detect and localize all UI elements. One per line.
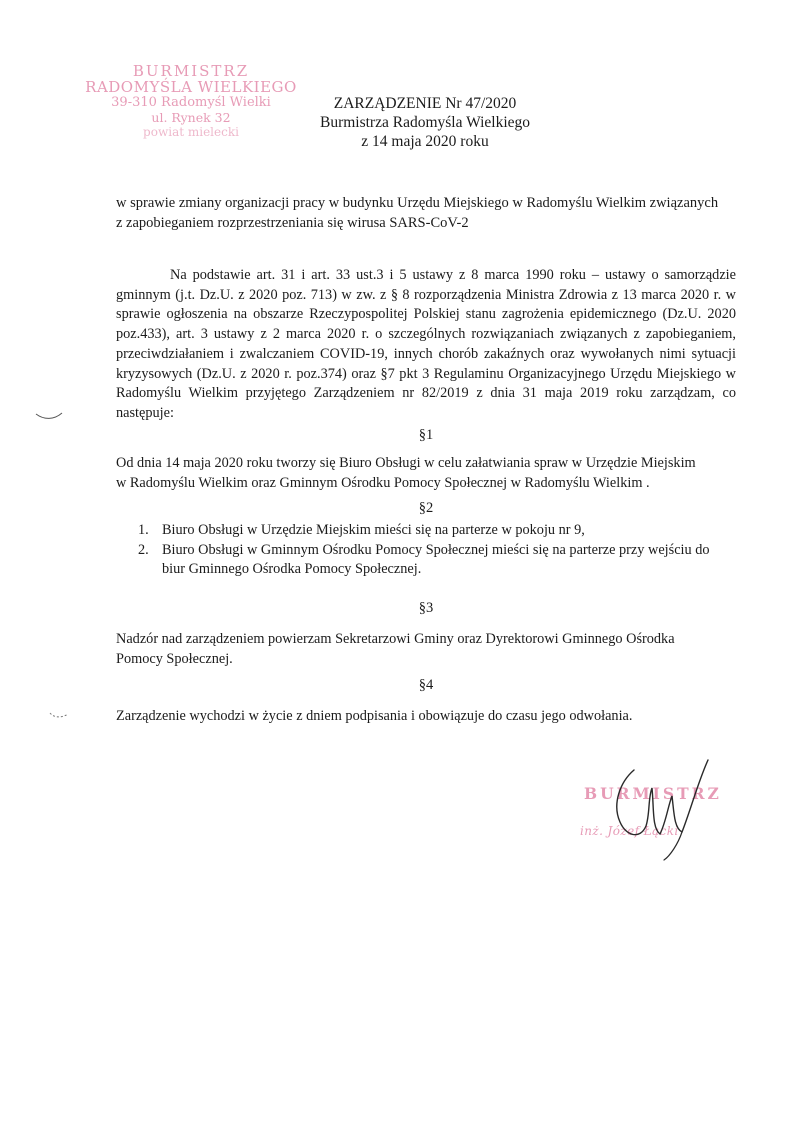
stamp-line-1: BURMISTRZ [132,62,250,80]
stamp-line-4: ul. Rynek 32 [151,110,231,126]
margin-mark [48,710,70,720]
section-1-line-2: w Radomyślu Wielkim oraz Gminnym Ośrodku Pomocy Społecznej w Radomyślu Wielkim . [116,475,650,491]
section-3-text [116,629,736,669]
section-4-heading: §4 [418,677,434,693]
document-header [305,94,545,151]
handwritten-signature [590,752,720,862]
legal-basis-paragraph: Na podstawie art. 31 i art. 33 ust.3 i 5 ustawy z 8 marca 1990 roku – ustawy o samorządzie gminnym (j.t. Dz.U. z 2020 poz. 713) w zw. z § 8 rozporządzenia Ministra Zdrowia z 13 marca 2020 r. w sprawie ogłoszenia na obszarze Rzeczypospolitej Polskiej stanu zagrożenia epidemicznego (Dz.U. 2020 poz.433), art. 3 ustawy z 2 marca 2020 r. o szczególnych rozwiązaniach związanych z zapobieganiem, przeciwdziałaniem i zwalczaniem COVID-19, innych chorób zakaźnych oraz wywołanych nimi sytuacji kryzysowych (Dz.U. z 2020 r. poz.374) oraz §7 pkt 3 Regulaminu Organizacyjnego Urzędu Miejskiego w Radomyślu Wielkim przyjętego Zarządzeniem nr 82/2019 z dnia 31 maja 2019 roku zarządzam, co następuje: [116,267,736,421]
section-3-heading: §3 [418,600,434,616]
section-4-text: Zarządzenie wychodzi w życie z dniem podpisania i obowiązuje do czasu jego odwołania. [116,708,633,724]
section-1-line-1: Od dnia 14 maja 2020 roku tworzy się Biuro Obsługi w celu załatwiania spraw w Urzędzie Miejskim [116,455,696,471]
list-item [116,521,736,541]
section-2-heading: §2 [418,500,434,516]
stamp-line-2: RADOMYŚLA WIELKIEGO [85,77,297,96]
list-item-number: 1. [138,522,149,538]
section-1-heading: §1 [418,427,434,443]
margin-mark [34,410,64,422]
document-subject [116,193,756,233]
signature-stamp-name: inż. Józef Łącki [580,824,679,838]
list-item-text: Biuro Obsługi w Gminnym Ośrodku Pomocy Społecznej mieści się na parterze przy wejściu do biur Gminnego Ośrodka Pomocy Społecznej. [162,541,710,577]
signature-stamp-title: BURMISTRZ [584,784,722,803]
section-2-list [116,521,736,580]
document-issuer: Burmistrza Radomyśla Wielkiego [319,114,531,131]
section-3-line-2: Pomocy Społecznej. [116,651,233,667]
section-3-line-1: Nadzór nad zarządzeniem powierzam Sekretarzowi Gminy oraz Dyrektorowi Gminnego Ośrodka [116,631,675,647]
stamp-line-3: 39-310 Radomyśl Wielki [111,94,271,110]
document-date: z 14 maja 2020 roku [361,133,489,150]
subject-line-2: z zapobieganiem rozprzestrzeniania się wirusa SARS-CoV-2 [116,215,469,231]
stamp-line-5: powiat mielecki [143,125,239,140]
list-item-text: Biuro Obsługi w Urzędzie Miejskim mieści się na parterze w pokoju nr 9, [162,522,585,538]
list-item [116,541,736,580]
subject-line-1: w sprawie zmiany organizacji pracy w budynku Urzędu Miejskiego w Radomyślu Wielkim związanych [116,195,719,211]
section-1-text [116,453,736,493]
list-item-number: 2. [138,541,149,558]
document-title: ZARZĄDZENIE Nr 47/2020 [333,95,517,112]
issuer-stamp [84,64,298,139]
